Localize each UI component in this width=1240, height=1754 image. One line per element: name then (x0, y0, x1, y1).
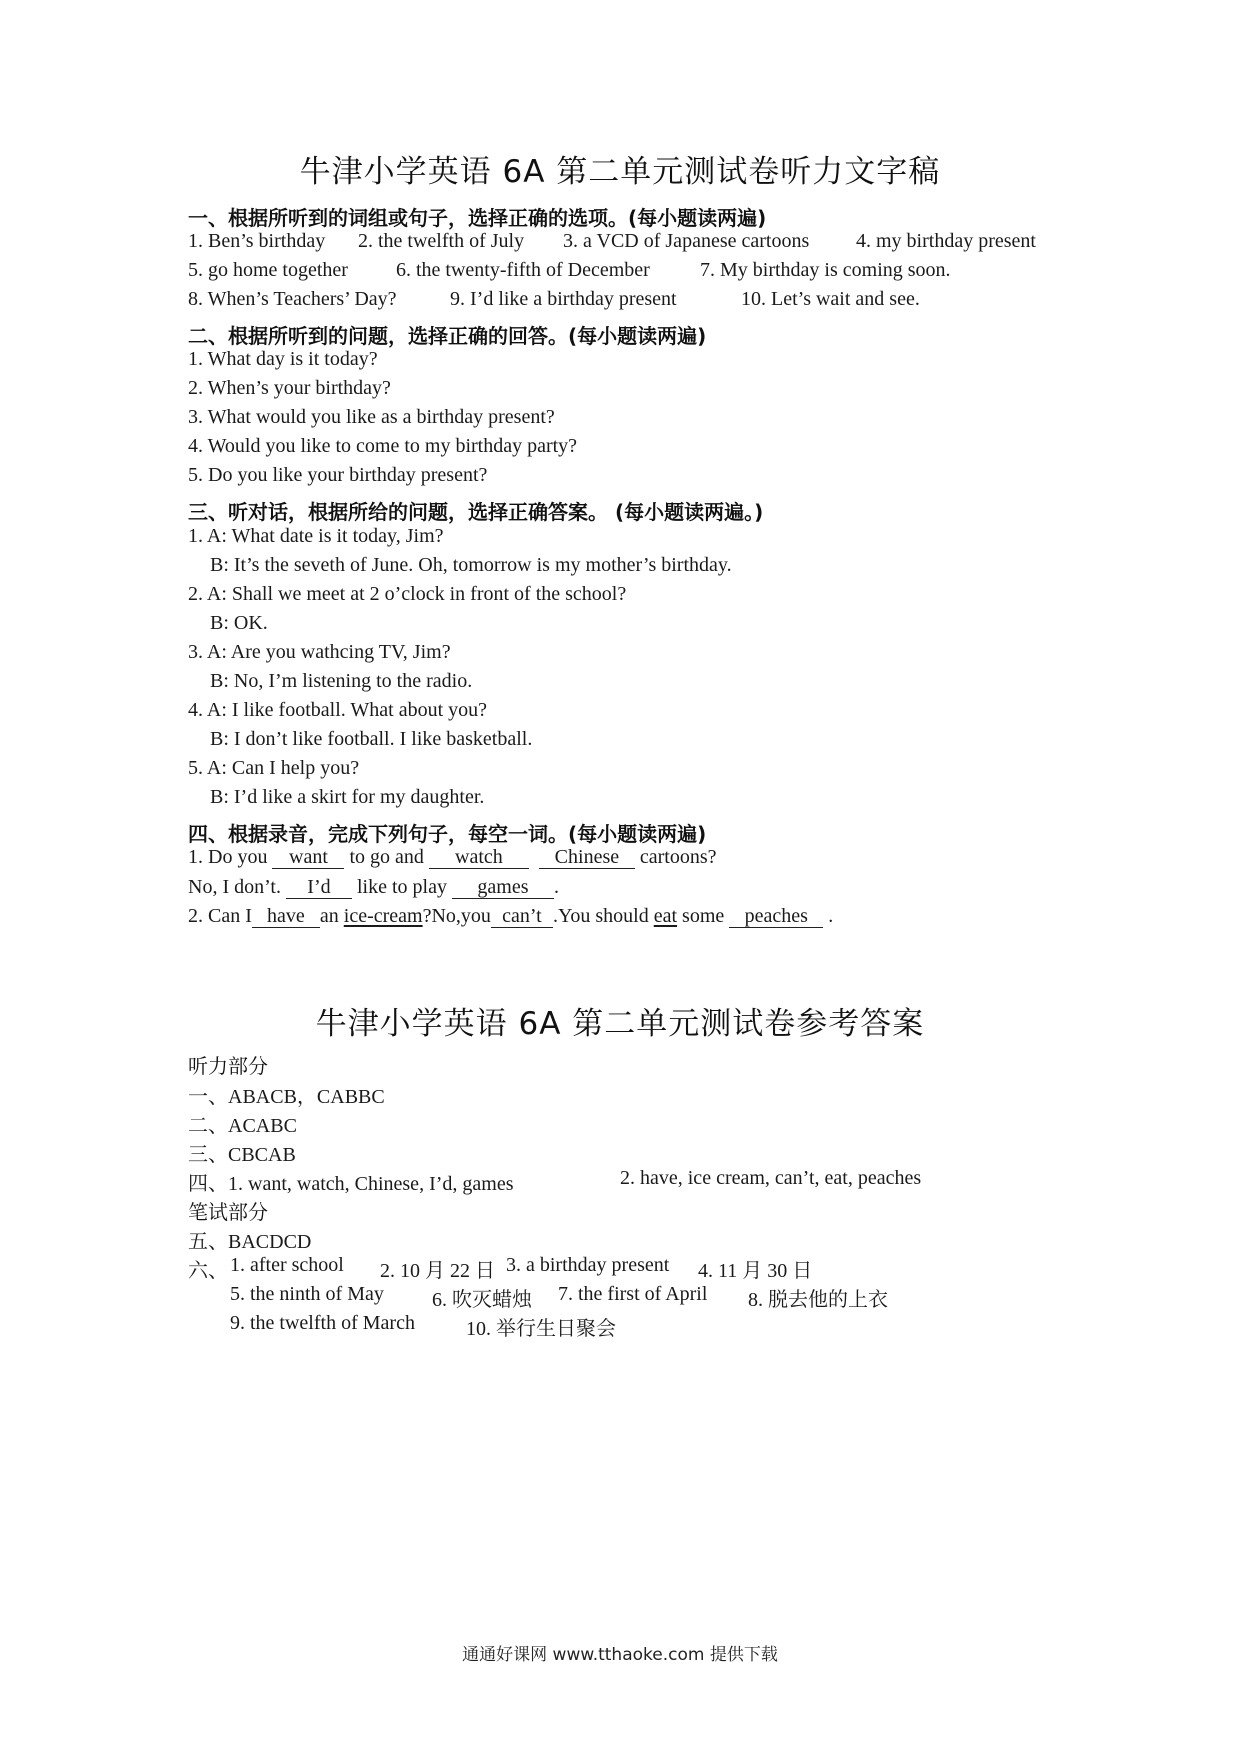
dialogue-line: B: OK. (210, 612, 268, 634)
sentence-text: .You should (552, 905, 654, 927)
sentence-text: . (553, 876, 559, 898)
dialogue-line: B: It’s the seveth of June. Oh, tomorrow is my mother’s birthday. (210, 554, 732, 576)
answer-six-label: 六、 (188, 1260, 228, 1282)
answer-underlined: ice-cream (343, 905, 423, 927)
part1-item: 7. My birthday is coming soon. (700, 259, 951, 281)
answer-six-item: 2. 10 月 22 日 (380, 1260, 495, 1282)
dialogue-line: 5. A: Can I help you? (188, 757, 360, 779)
answer-six-item: 9. the twelfth of March (230, 1312, 415, 1334)
dialogue-line: B: I’d like a skirt for my daughter. (210, 786, 485, 808)
dialogue-line: 2. A: Shall we meet at 2 o’clock in front of the school? (188, 583, 627, 605)
answer-six-item: 5. the ninth of May (230, 1283, 384, 1305)
answer-underlined: eat (653, 905, 678, 927)
part1-item: 9. I’d like a birthday present (450, 288, 677, 310)
part1-item: 3. a VCD of Japanese cartoons (563, 230, 810, 252)
sentence-text: No, I don’t. (188, 876, 286, 898)
sentence-text: 2. Can I (188, 905, 252, 927)
answer-blank: want (272, 846, 344, 869)
answer-six-item: 6. 吹灭蜡烛 (432, 1289, 532, 1311)
dialogue-line: 1. A: What date is it today, Jim? (188, 525, 444, 547)
part3-heading: 三、听对话，根据所给的问题，选择正确答案。 (每小题读两遍。) (188, 500, 764, 524)
answer-six-item: 4. 11 月 30 日 (698, 1260, 813, 1282)
part1-item: 1. Ben’s birthday (188, 230, 326, 252)
part2-item: 5. Do you like your birthday present? (188, 464, 488, 486)
answer-blank: I’d (286, 876, 352, 899)
answer-six-item: 3. a birthday present (506, 1254, 670, 1276)
dialogue-line: 3. A: Are you wathcing TV, Jim? (188, 641, 451, 663)
part1-item: 4. my birthday present (856, 230, 1036, 252)
answer-line: 三、CBCAB (188, 1144, 296, 1166)
sentence-text: some (677, 905, 730, 927)
part1-item: 10. Let’s wait and see. (741, 288, 920, 310)
answer-six-item: 7. the first of April (558, 1283, 708, 1305)
dialogue-line: B: No, I’m listening to the radio. (210, 670, 473, 692)
sentence-text: . (823, 905, 834, 927)
part1-heading: 一、根据所听到的词组或句子，选择正确的选项。(每小题读两遍) (188, 206, 767, 230)
answer-line: 二、ACABC (188, 1115, 297, 1137)
answer-blank: watch (429, 846, 529, 869)
answer-line: 2. have, ice cream, can’t, eat, peaches (620, 1167, 922, 1189)
part2-item: 2. When’s your birthday? (188, 377, 391, 399)
sentence-text: cartoons? (634, 846, 717, 868)
answer-blank: have (252, 905, 320, 928)
part1-item: 2. the twelfth of July (358, 230, 525, 252)
listening-part-label: 听力部分 (188, 1054, 268, 1078)
part2-item: 1. What day is it today? (188, 348, 378, 370)
answer-blank: peaches (729, 905, 823, 928)
answer-line: 四、1. want, watch, Chinese, I’d, games (188, 1173, 514, 1195)
answer-blank: Chinese (539, 846, 635, 869)
part2-heading: 二、根据所听到的问题，选择正确的回答。(每小题读两遍) (188, 324, 707, 348)
dialogue-line: B: I don’t like football. I like basketball. (210, 728, 533, 750)
answer-blank: games (452, 876, 554, 899)
answer-six-item: 1. after school (230, 1254, 344, 1276)
answer-line: 五、BACDCD (188, 1231, 312, 1253)
answer-six-item: 10. 举行生日聚会 (466, 1318, 616, 1340)
footer-source-note: 通通好课网 www.tthaoke.com 提供下载 (462, 1645, 778, 1665)
part4-heading: 四、根据录音，完成下列句子，每空一词。(每小题读两遍) (188, 822, 707, 846)
part1-item: 5. go home together (188, 259, 348, 281)
answer-key-title: 牛津小学英语 6A 第二单元测试卷参考答案 (315, 1006, 925, 1042)
part1-item: 8. When’s Teachers’ Day? (188, 288, 397, 310)
sentence-text: to go and (344, 846, 429, 868)
part1-item: 6. the twenty-fifth of December (396, 259, 650, 281)
sentence-text: ?No,you (422, 905, 491, 927)
sentence-text: like to play (351, 876, 452, 898)
written-part-label: 笔试部分 (188, 1200, 268, 1224)
answer-line: 一、ABACB，CABBC (188, 1086, 385, 1108)
sentence-text: 1. Do you (188, 846, 273, 868)
listening-script-title: 牛津小学英语 6A 第二单元测试卷听力文字稿 (299, 154, 941, 190)
answer-blank: can’t (491, 905, 553, 928)
answer-six-item: 8. 脱去他的上衣 (748, 1289, 888, 1311)
part2-item: 4. Would you like to come to my birthday party? (188, 435, 578, 457)
fill-sentence-2 (188, 905, 833, 928)
sentence-text: an (319, 905, 344, 927)
fill-sentence-1a (188, 846, 717, 869)
dialogue-line: 4. A: I like football. What about you? (188, 699, 488, 721)
part2-item: 3. What would you like as a birthday present? (188, 406, 555, 428)
fill-sentence-1b (188, 876, 559, 899)
